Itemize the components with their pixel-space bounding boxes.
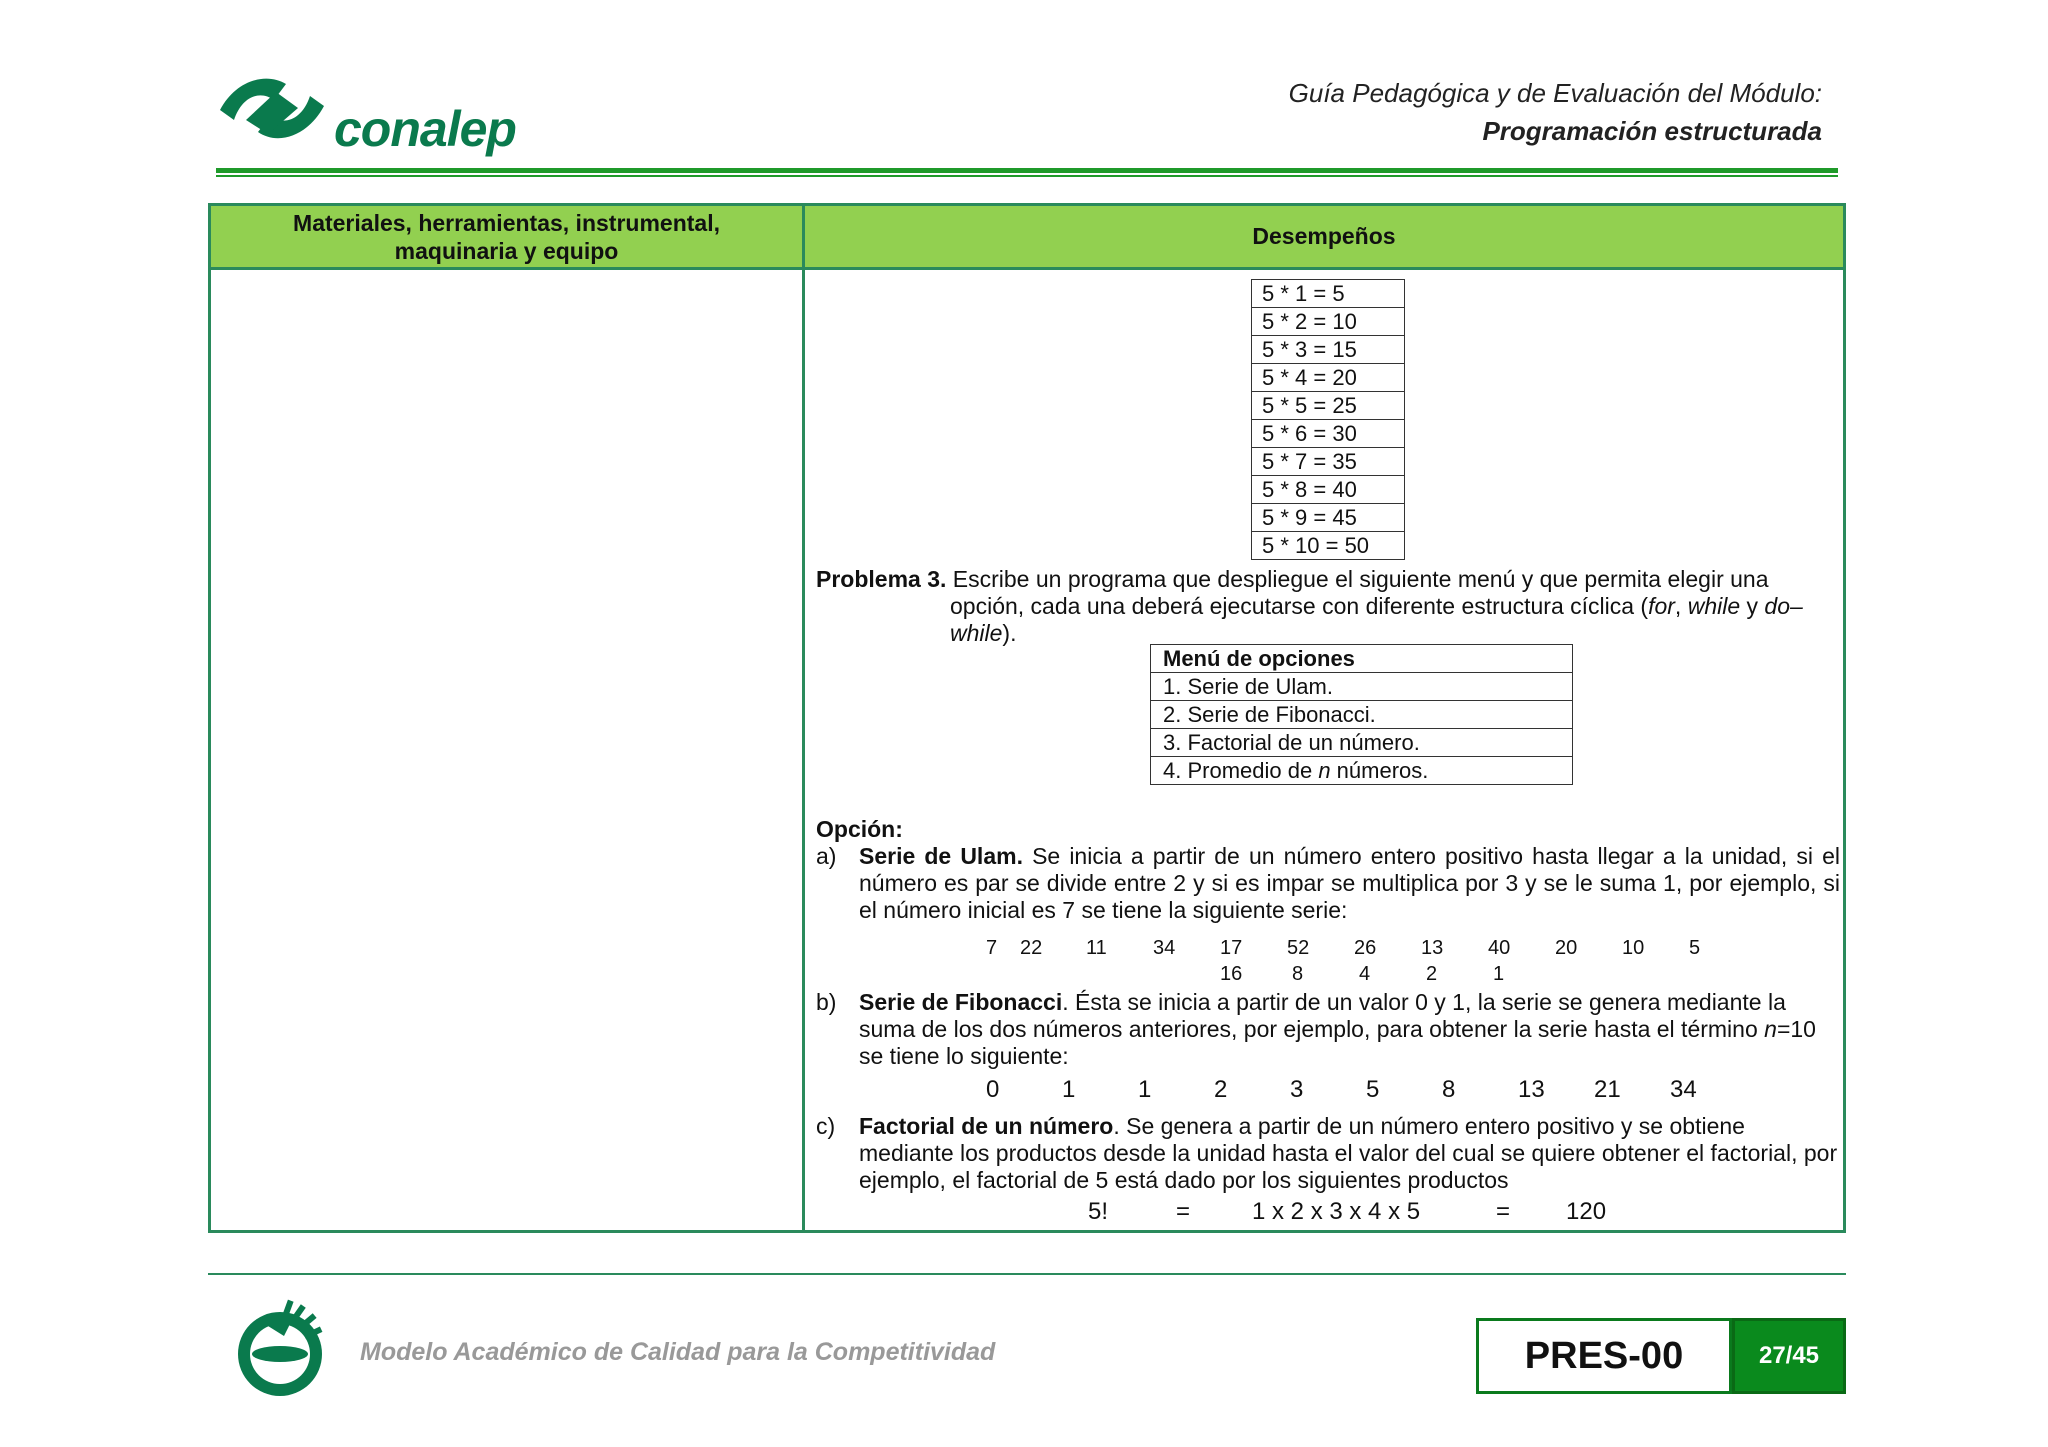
option-b-title: Serie de Fibonacci	[859, 989, 1063, 1015]
series-value: 22	[1020, 937, 1043, 959]
ulam-series-row2	[816, 961, 1840, 987]
conalep-logo-icon	[216, 70, 328, 150]
header-desempenos: Desempeños	[1252, 223, 1396, 249]
title-line1: Guía Pedagógica y de Evaluación del Módulo:	[1288, 78, 1822, 108]
series-value: 21	[1594, 1076, 1621, 1103]
series-value: 20	[1555, 937, 1578, 959]
table-cell: 5 * 8 = 40	[1252, 476, 1405, 504]
menu-item: 1. Serie de Ulam.	[1151, 673, 1573, 701]
desempenos-content	[816, 276, 1840, 1226]
table-header-row	[211, 206, 1843, 270]
table-cell: 5 * 5 = 25	[1252, 392, 1405, 420]
series-value: 2	[1426, 963, 1438, 985]
series-value: 16	[1220, 963, 1243, 985]
menu-item	[1151, 757, 1573, 785]
quality-seal-icon	[228, 1296, 332, 1400]
table-cell: 5 * 6 = 30	[1252, 420, 1405, 448]
menu-item4-b: números.	[1330, 757, 1429, 783]
table-row	[1252, 308, 1405, 336]
option-a-title: Serie de Ulam.	[859, 843, 1023, 869]
sep2: y	[1740, 593, 1765, 619]
option-b-body2: =10 se tiene lo siguiente:	[859, 1016, 1816, 1069]
series-value: 4	[1359, 963, 1371, 985]
option-c-label: c)	[816, 1113, 836, 1139]
problem-text2	[816, 593, 1840, 647]
option-b-text	[859, 989, 1840, 1070]
table-row	[1252, 420, 1405, 448]
series-value: 1	[1493, 963, 1505, 985]
problem-label: Problema 3.	[816, 566, 947, 592]
series-value: 1	[1062, 1076, 1076, 1103]
multiplication-table	[1251, 279, 1405, 560]
table-row	[1252, 532, 1405, 560]
series-value: 8	[1442, 1076, 1456, 1103]
series-value: 0	[986, 1076, 1000, 1103]
series-value: 13	[1421, 937, 1444, 959]
table-row	[1252, 280, 1405, 308]
fibonacci-series	[816, 1076, 1840, 1106]
series-value: 3	[1290, 1076, 1304, 1103]
problem-text2b: ).	[1002, 620, 1017, 646]
menu-item4-n: n	[1318, 757, 1331, 783]
kw-dowhile-a: do–	[1764, 593, 1803, 619]
conalep-logo	[216, 70, 516, 160]
table-row	[1151, 701, 1573, 729]
table-row	[1252, 364, 1405, 392]
opcion-label: Opción:	[816, 816, 903, 842]
formula-part: 1 x 2 x 3 x 4 x 5	[1252, 1198, 1421, 1225]
option-a-label: a)	[816, 843, 837, 869]
header-materials	[211, 206, 802, 267]
header-rule	[216, 168, 1838, 173]
menu-title: Menú de opciones	[1151, 645, 1573, 673]
column-divider	[802, 206, 805, 1230]
table-row	[1252, 504, 1405, 532]
menu-item: 2. Serie de Fibonacci.	[1151, 701, 1573, 729]
series-value: 34	[1153, 937, 1176, 959]
header-materials-line1: Materiales, herramientas, instrumental,	[293, 209, 720, 236]
kw-for: for	[1648, 593, 1675, 619]
logo-wordmark: conalep	[334, 101, 516, 157]
option-a-body: Se inicia a partir de un número entero positivo hasta llegar a la unidad, si el número es par se divide entre 2 y si es impar se multiplica por 3 y se le suma 1, por ejemplo, si el número inicial es 7 se tiene la siguiente serie:	[859, 843, 1840, 923]
header-materials-line2: maquinaria y equipo	[394, 237, 619, 264]
option-b-body: . Ésta se inicia a partir de un valor 0 y 1, la serie se genera mediante la suma de los dos números anteriores, por ejemplo, para obtener la serie hasta el término	[859, 989, 1786, 1042]
ulam-series-row1	[816, 935, 1840, 961]
table-row	[1252, 336, 1405, 364]
series-value: 1	[1138, 1076, 1152, 1103]
series-value: 7	[986, 937, 998, 959]
footer-tagline: Modelo Académico de Calidad para la Competitividad	[360, 1338, 996, 1366]
header-rule-thin	[216, 175, 1838, 177]
page-number: 27/45	[1732, 1318, 1846, 1394]
formula-part: 5!	[1088, 1198, 1109, 1225]
problem-text1: Escribe un programa que despliegue el siguiente menú y que permita elegir una	[946, 566, 1769, 592]
option-c-body: . Se genera a partir de un número entero positivo y se obtiene mediante los productos desde la unidad hasta el valor del cual se quiere obtener el factorial, por ejemplo, el factorial de 5 está dado por los siguientes productos	[859, 1113, 1838, 1193]
series-value: 2	[1214, 1076, 1228, 1103]
footer-rule	[208, 1273, 1846, 1275]
module-name: Programación estructurada	[1482, 116, 1822, 146]
series-value: 11	[1086, 937, 1107, 959]
series-value: 10	[1622, 937, 1645, 959]
problem-3	[816, 566, 1840, 647]
problem-text2a: opción, cada una deberá ejecutarse con diferente estructura cíclica (	[950, 593, 1649, 619]
table-cell: 5 * 9 = 45	[1252, 504, 1405, 532]
kw-dowhile-b: while	[950, 620, 1003, 646]
document-code: PRES-00	[1476, 1318, 1732, 1394]
main-table	[208, 203, 1846, 1233]
formula-part: 120	[1566, 1198, 1607, 1225]
table-cell: 5 * 3 = 15	[1252, 336, 1405, 364]
sep1: ,	[1674, 593, 1688, 619]
series-value: 13	[1518, 1076, 1545, 1103]
kw-while: while	[1687, 593, 1741, 619]
table-row	[1151, 757, 1573, 785]
table-cell: 5 * 7 = 35	[1252, 448, 1405, 476]
table-row	[1252, 476, 1405, 504]
formula-part: =	[1496, 1198, 1511, 1225]
option-c-text	[859, 1113, 1840, 1194]
option-c-title: Factorial de un número	[859, 1113, 1114, 1139]
option-a-text	[859, 843, 1840, 924]
series-value: 5	[1366, 1076, 1380, 1103]
series-value: 8	[1292, 963, 1304, 985]
table-row	[1151, 645, 1573, 673]
table-cell: 5 * 4 = 20	[1252, 364, 1405, 392]
table-cell: 5 * 1 = 5	[1252, 280, 1405, 308]
table-row	[1151, 673, 1573, 701]
series-value: 5	[1689, 937, 1701, 959]
document-title	[1289, 74, 1822, 150]
menu-item4-a: 4. Promedio de	[1163, 757, 1319, 783]
series-value: 52	[1287, 937, 1310, 959]
table-cell: 5 * 2 = 10	[1252, 308, 1405, 336]
table-row	[1252, 392, 1405, 420]
series-value: 40	[1488, 937, 1511, 959]
table-row	[1252, 448, 1405, 476]
options-menu-table	[1150, 644, 1573, 785]
table-cell: 5 * 10 = 50	[1252, 532, 1405, 560]
menu-item: 3. Factorial de un número.	[1151, 729, 1573, 757]
series-value: 26	[1354, 937, 1377, 959]
table-row	[1151, 729, 1573, 757]
option-b-n: n	[1764, 1016, 1777, 1042]
factorial-formula	[816, 1198, 1840, 1228]
series-value: 34	[1670, 1076, 1697, 1103]
option-b-label: b)	[816, 989, 837, 1015]
formula-part: =	[1176, 1198, 1191, 1225]
series-value: 17	[1220, 937, 1243, 959]
